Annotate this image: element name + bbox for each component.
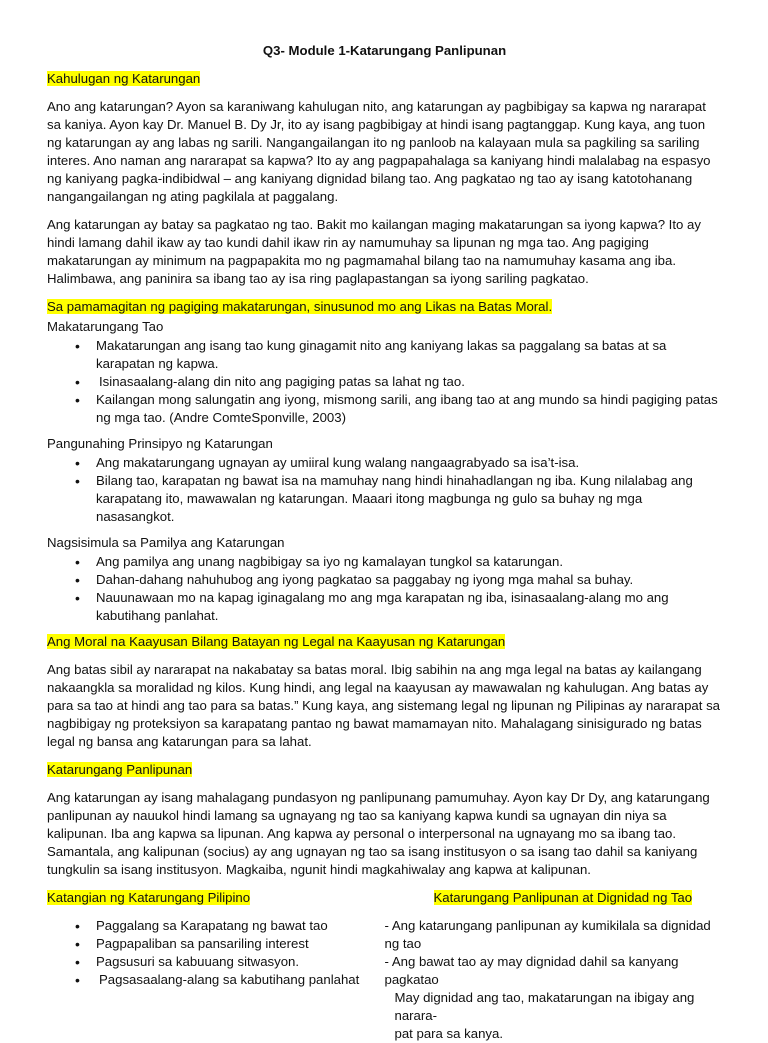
- list-item: • Pagsusuri sa kabuuang sitwasyon.: [96, 953, 385, 971]
- bullet-list-katangian: [47, 917, 385, 989]
- heading-highlight: Ang Moral na Kaayusan Bilang Batayan ng Legal na Kaayusan ng Katarungan: [47, 634, 506, 649]
- dash-item: - Ang katarungang panlipunan ay kumikilala sa dignidad ng tao: [384, 918, 711, 951]
- two-column-section: [47, 889, 722, 1043]
- paragraph-kahulugan-2: Ang katarungan ay batay sa pagkatao ng tao. Bakit mo kailangan maging makatarungan sa iyong kapwa? Ito ay hindi lamang dahil ikaw ay tao kundi dahil ikaw rin ay namumuhay sa lipunan ng mga tao. Ang pagiging makatarungan ay minimum na pagpapakita mo ng pagmamahal bilang tao na namumuhay kasama ang iba. Halimbawa, ang paninira sa ibang tao ay isa ring paglapastangan sa iyong sariling pagkatao.: [47, 217, 701, 286]
- dash-list-dignidad: [385, 917, 723, 1043]
- dash-item: - Ang bawat tao ay may dignidad dahil sa kanyang pagkatao: [384, 954, 679, 987]
- list-item: • Ang pamilya ang unang nagbibigay sa iyo ng kamalayan tungkol sa katarungan.: [96, 553, 722, 571]
- subheading-makatarungang-tao: Makatarungang Tao: [47, 319, 164, 334]
- paragraph-kahulugan-1: Ano ang katarungan? Ayon sa karaniwang kahulugan nito, ang katarungan ay pagbibigay sa kapwa ng nararapat sa kaniya. Ayon kay Dr. Manuel B. Dy Jr, ito ay isang pagbibigay at hindi isang pagtanggap. Kung kaya, ang tuon ng katarungan ay ang labas ng sarili. Nangangailangan ito ng panloob na kalayaan mula sa pagkiling sa sariling interes. Ano naman ang nararapat sa kapwa? Ito ay ang pagpapahalaga sa kaniyang hindi malalabag na espasyo ng kaniyang pagka-indibidwal – ang kaniyang dignidad bilang tao. Ang pagkatao ng tao ay isang katotohanang nangangailangan ng ating pagkilala at paggalang.: [47, 99, 711, 204]
- list-item: • Kailangan mong salungatin ang iyong, mismong sarili, ang ibang tao at ang mundo sa hindi pagiging patas ng mga tao. (Andre ComteSponville, 2003): [96, 391, 722, 427]
- list-item: • Pagsasaalang-alang sa kabutihang panlahat: [96, 971, 385, 989]
- bullet-list-pamilya: [47, 553, 722, 625]
- bullet-list-prinsipyo: [47, 454, 722, 526]
- column-katangian: [47, 889, 385, 1043]
- heading-highlight: Kahulugan ng Katarungan: [47, 71, 201, 86]
- list-item: • Isinasaalang-alang din nito ang pagiging patas sa lahat ng tao.: [96, 373, 722, 391]
- bullet-list-makatarungang-tao: [47, 337, 722, 427]
- heading-highlight: Katarungang Panlipunan: [47, 762, 193, 777]
- list-item: • Dahan-dahang nahuhubog ang iyong pagkatao sa paggabay ng iyong mga mahal sa buhay.: [96, 571, 722, 589]
- section-heading-katangian: [47, 889, 385, 907]
- document-title: Q3- Module 1-Katarungang Panlipunan: [262, 43, 507, 58]
- heading-highlight: Katarungang Panlipunan at Dignidad ng Tao: [433, 890, 693, 905]
- list-item: • Ang makatarungang ugnayan ay umiiral kung walang nangaagrabyado sa isa’t-isa.: [96, 454, 722, 472]
- subheading-pamilya: Nagsisimula sa Pamilya ang Katarungan: [47, 535, 285, 550]
- section-heading-dignidad: [385, 889, 723, 907]
- list-item: • Nauunawaan mo na kapag iginagalang mo ang mga karapatan ng iba, isinasaalang-alang mo ang kabutihang panlahat.: [96, 589, 722, 625]
- list-item: • Pagpapaliban sa pansariling interest: [96, 935, 385, 953]
- section-heading-kahulugan: [47, 70, 722, 88]
- subheading-prinsipyo: Pangunahing Prinsipyo ng Katarungan: [47, 436, 273, 451]
- heading-highlight: Sa pamamagitan ng pagiging makatarungan, sinusunod mo ang Likas na Batas Moral.: [47, 299, 553, 314]
- paragraph-moral: Ang batas sibil ay nararapat na nakabatay sa batas moral. Ibig sabihin na ang mga legal na batas ay kailangang nakaangkla sa moralidad ng kilos. Kung hindi, ang legal na kaayusan ay mawawalan ng kahulugan. Ang batas ay para sa tao at hindi ang tao para sa batas.” Kung kaya, ang sistemang legal ng lipunan ng Pilipinas ay nararapat sa nagbibigay ng proteksiyon sa karapatang pantao ng bawat mamamayan nito. Mahalagang sinisigurado ng batas legal ng bansa ang katarungan para sa lahat.: [47, 662, 721, 749]
- heading-highlight: Katangian ng Katarungang Pilipino: [47, 890, 251, 905]
- list-item: • Paggalang sa Karapatang ng bawat tao: [96, 917, 385, 935]
- paragraph-panlipunan: Ang katarungan ay isang mahalagang pundasyon ng panlipunang pamumuhay. Ayon kay Dr Dy, ang katarungang panlipunan ay nauukol hindi lamang sa ugnayang ng tao sa kaniyang kapwa kundi sa ugnayan din niya sa kalipunan. Iba ang kapwa sa lipunan. Ang kapwa ay personal o interpersonal na ugnayang mo sa ibang tao. Samantala, ang kalipunan (socius) ay ang ugnayan ng tao sa isang institusyon o sa isang tao dahil sa kaniyang tungkulin sa isang institusyon. Magkaiba, ngunit hindi magkahiwalay ang kapwa at kalipunan.: [47, 790, 710, 877]
- list-item: • Makatarungan ang isang tao kung ginagamit nito ang kaniyang lakas sa paggalang sa batas at sa karapatan ng kapwa.: [96, 337, 722, 373]
- list-item: • Bilang tao, karapatan ng bawat isa na mamuhay nang hindi hinahadlangan ng iba. Kung nilalabag ang karapatang ito, mawawalan ng katarungan. Maaari itong magbunga ng gulo sa buhay ng mga nasasangkot.: [96, 472, 722, 526]
- section-heading-moral: [47, 633, 722, 651]
- section-heading-panlipunan: [47, 761, 722, 779]
- dash-item-continuation: May dignidad ang tao, makatarungan na ibigay ang narara-: [394, 990, 695, 1023]
- section-heading-likas: [47, 298, 722, 316]
- dash-item-continuation: pat para sa kanya.: [394, 1026, 504, 1041]
- column-dignidad: [385, 889, 723, 1043]
